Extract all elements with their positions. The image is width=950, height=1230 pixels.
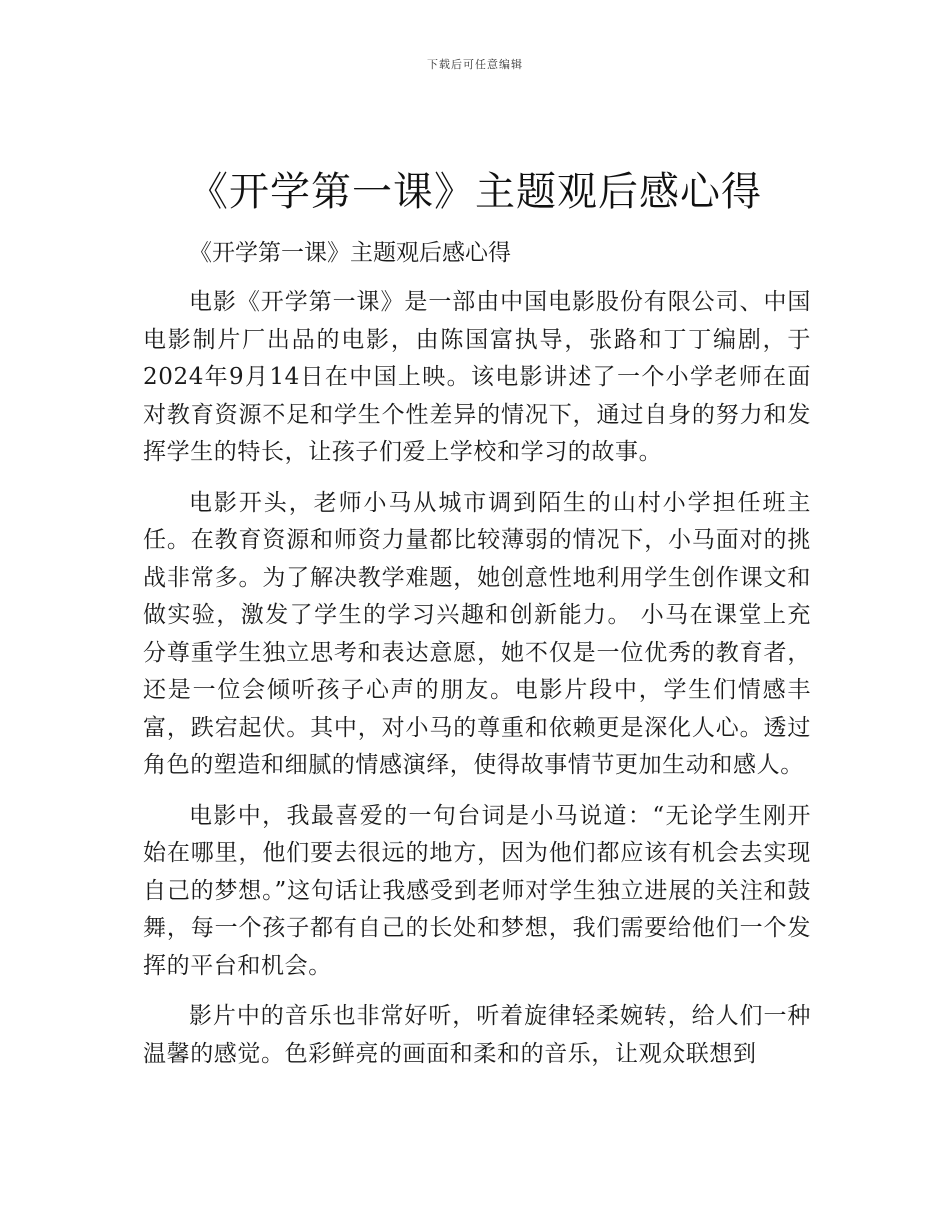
- document-body: [143, 236, 811, 1086]
- document-subtitle: 《开学第一课》主题观后感心得: [189, 240, 511, 266]
- paragraph-intro: 电影《开学第一课》是一部由中国电影股份有限公司、中国电影制片厂出品的电影，由陈国富执导，张路和丁丁编剧，于2024年9月14日在中国上映。该电影讲述了一个小学老师在面对教育资源不足和学生个性差异的情况下，通过自身的努力和发挥学生的特长，让孩子们爱上学校和学习的故事。: [143, 289, 811, 465]
- document-title: 《开学第一课》主题观后感心得: [188, 169, 762, 215]
- paragraph-opening: 电影开头，老师小马从城市调到陌生的山村小学担任班主任。在教育资源和师资力量都比较薄弱的情况下，小马面对的挑战非常多。为了解决教学难题，她创意性地利用学生创作课文和做实验，激发了学生的学习兴趣和创新能力。 小马在课堂上充分尊重学生独立思考和表达意愿，她不仅是一位优秀的教育者，还是一位会倾听孩子心声的朋友。电影片段中，学生们情感丰富，跌宕起伏。其中，对小马的尊重和依赖更是深化人心。透过角色的塑造和细腻的情感演绎，使得故事情节更加生动和感人。: [143, 489, 811, 778]
- paragraph-quote: 电影中，我最喜爱的一句台词是小马说道：“无论学生刚开始在哪里，他们要去很远的地方，因为他们都应该有机会去实现自己的梦想。”这句话让我感受到老师对学生独立进展的关注和鼓舞，每一个孩子都有自己的长处和梦想，我们需要给他们一个发挥的平台和机会。: [143, 802, 811, 979]
- header-note: 下载后可任意编辑: [427, 58, 523, 71]
- paragraph-music: 影片中的音乐也非常好听，听着旋律轻柔婉转，给人们一种温馨的感觉。色彩鲜亮的画面和柔和的音乐，让观众联想到: [143, 1003, 811, 1067]
